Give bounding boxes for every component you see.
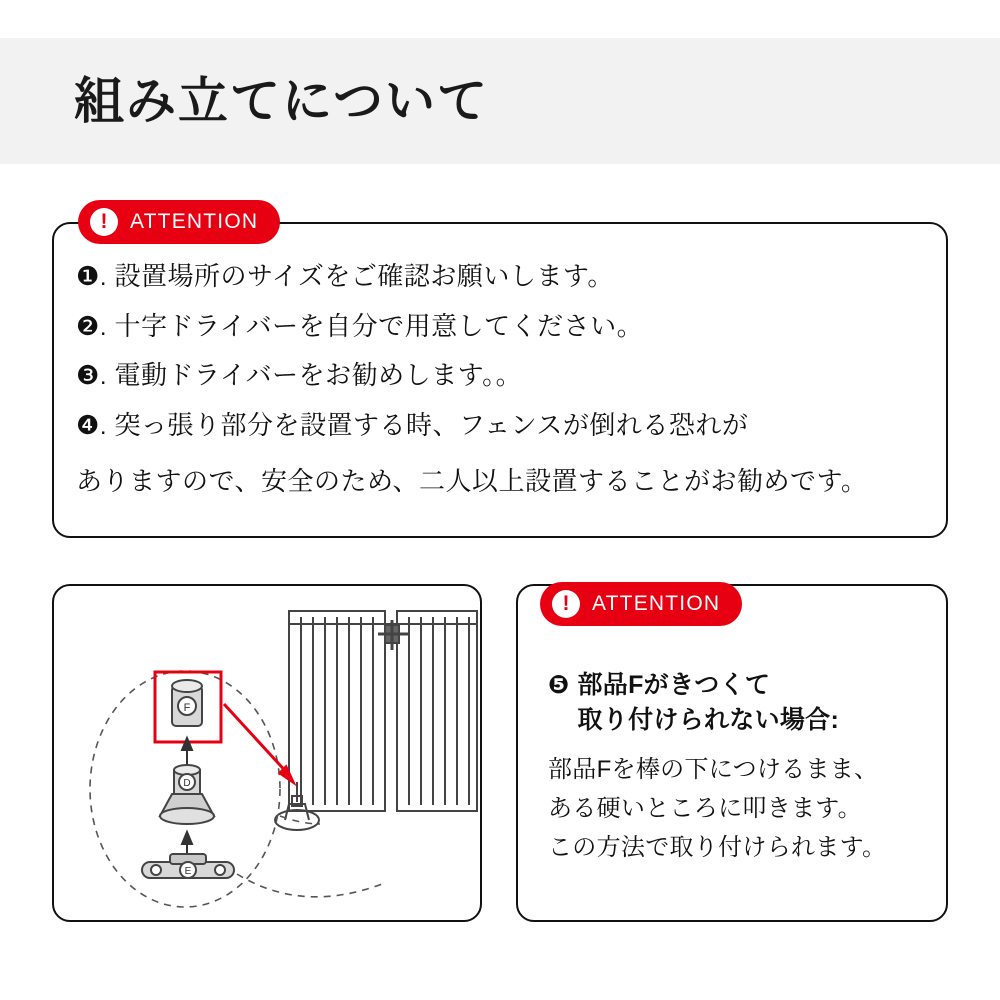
list-item [76,258,920,296]
list-item-text: 電動ドライバーをお勧めします。。 [114,360,523,391]
attention-tag-main [78,200,280,244]
list-item-number: ❹ [76,410,100,441]
heading-line-1: 部品Fがきつくて [577,671,771,699]
body-line-2: ある硬いところに叩きます。 [548,794,862,822]
part-label-d: D [183,778,191,789]
list-item-sep: . [99,264,107,291]
part-label-f: F [183,702,191,714]
list-item-text: 突っ張り部分を設置する時、フェンスが倒れる恐れが [114,410,749,441]
heading-line-2: 取り付けられない場合: [577,705,840,734]
attention-right-paragraph [548,751,928,868]
list-item-text: 十字ドライバーを自分で用意してください。 [114,310,644,341]
list-item [76,308,920,346]
list-item-text: 設置場所のサイズをご確認お願いします。 [114,261,614,291]
list-item-number: ❶ [76,261,100,291]
list-item-sep: . [99,413,107,441]
heading-number: ❺ [548,671,570,699]
attention-right-heading [548,668,928,737]
part-label-e: E [184,866,192,877]
attention-label: ATTENTION [130,210,259,233]
body-line-1: 部品Fを棒の下につけるまま、 [548,756,879,783]
list-item [76,407,920,445]
list-continuation-text: ありますので、安全のため、二人以上設置することがお勧めです。 [76,465,868,496]
list-item-sep: . [99,313,107,341]
exclamation-icon: ! [552,590,580,618]
list-item [76,357,920,395]
assembly-diagram [52,584,482,922]
exclamation-icon: ! [90,208,118,236]
attention-list [76,258,920,500]
attention-right-body [548,668,928,868]
list-item-number: ❷ [76,310,100,341]
attention-label: ATTENTION [592,592,721,615]
attention-tag-right [540,582,742,626]
page-title: 組み立てについて [74,73,489,129]
heading-text [577,668,839,737]
body-line-3: この方法で取り付けられます。 [548,833,887,861]
list-item-number: ❸ [76,360,100,391]
list-item-sep: . [99,363,107,391]
